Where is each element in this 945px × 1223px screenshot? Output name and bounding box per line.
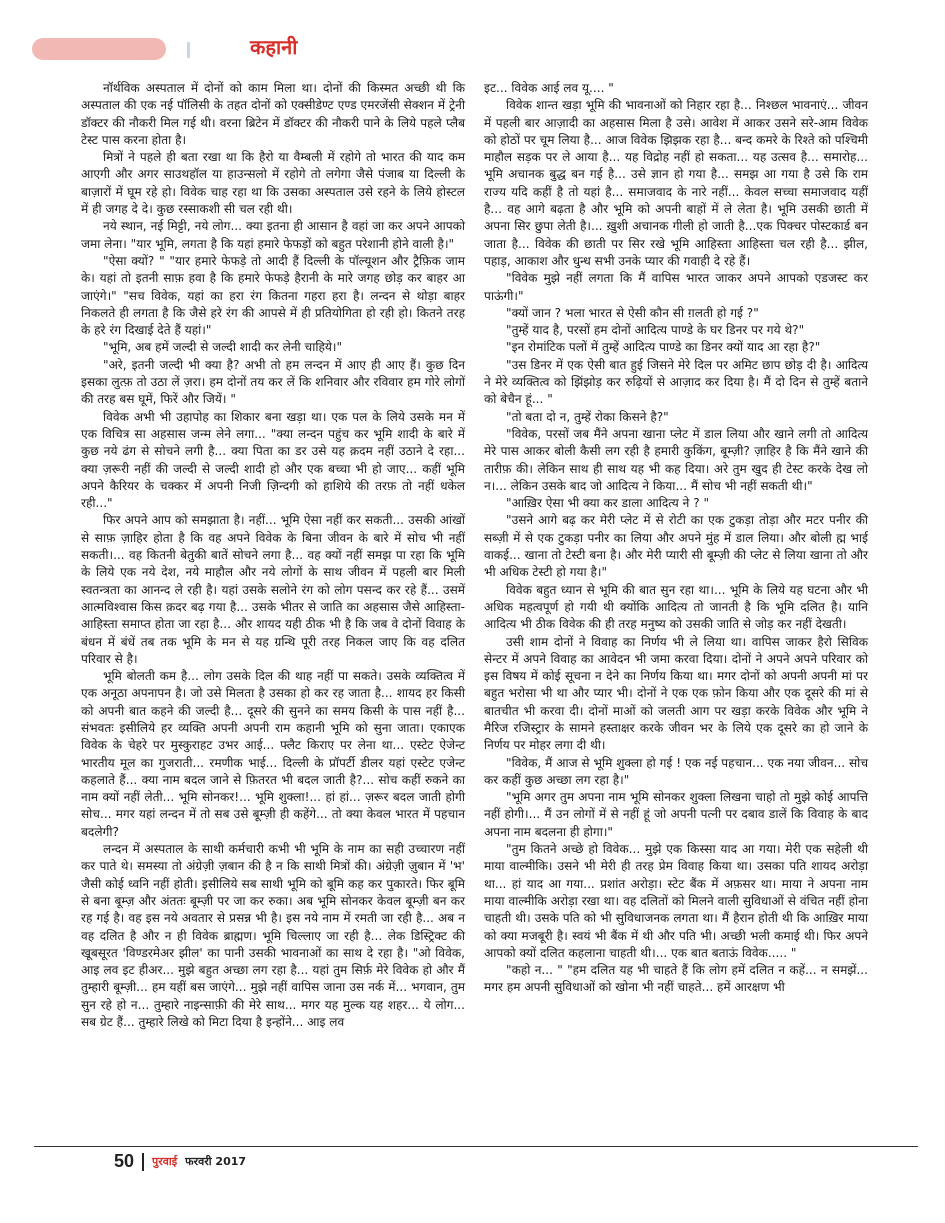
- story-paragraph: उसी शाम दोनों ने विवाह का निर्णय भी ले लिया था। वापिस जाकर हैरो सिविक सेन्टर में अपने विवाह का आवेदन भी जमा करवा दिया। दोनों ने अपने अपने परिवार को इस विषय में कोई सूचना न देने का निर्णय किया था। मगर दोनों को अपनी अपनी मां पर बहुत भरोसा भी था और प्यार भी। दोनों ने एक एक फ़ोन किया और एक दूसरे की मां से बातचीत भी करवा दी। दोनों माओं को जलती आग पर खड़ा करके विवेक और भूमि ने मैरिज रजिस्ट्रार के सामने हस्ताक्षर करके जीवन भर के लिये एक दूसरे का हो जाने के निर्णय पर मोहर लगा दी थी।: [484, 634, 868, 753]
- issue-date: फरवरी 2017: [185, 1155, 247, 1168]
- section-title: कहानी: [250, 35, 298, 59]
- magazine-logo: पुरवाई: [152, 1155, 178, 1168]
- story-paragraph: "विवेक मुझे नहीं लगता कि मैं वापिस भारत जाकर अपने आपको एडजस्ट कर पाऊंगी।": [484, 271, 868, 303]
- story-paragraph: भूमि बोलती कम है... लोग उसके दिल की थाह नहीं पा सकते। उसके व्यक्तित्व में एक अनूठा अपनापन है। जो उसे मिलता है उसका हो कर रह जाता है... शायद हर किसी को अपनी बात कहने की जल्दी है... दूसरे की सुनने का समय किसी के पास नहीं है... संभवतः इसीलिये हर व्यक्ति अपनी अपनी राम कहानी भूमि को सुना जाता। एकाएक विवेक के चेहरे पर मुस्कुराहट उभर आई... फ्लैट किराए पर लेना था... एस्टेट ऐजेन्ट भारतीय मूल का गुजराती... रमणीक भाई... दिल्ली के प्रॉपर्टी डीलर यहां एस्टेट एजेन्ट कहलाते हैं... क्या नाम बदल जाने से फ़ितरत भी बदल जाती है?... सोच कहीं रुकने का नाम क्यों नहीं लेती... भूमि सोनकर!... भूमि शुक्ला!... हां हां... ज़रूर बदल जाती होगी सोच... मगर यहां लन्दन में तो सब उसे बूम्ज़ी ही कहेंगे... तो क्या केवल भारत में पहचान बदलेगी?: [81, 669, 465, 839]
- story-paragraph: "तुम कितने अच्छे हो विवेक... मुझे एक किस्सा याद आ गया। मेरी एक सहेली थी माया वाल्मीकि। उसने भी मेरी ही तरह प्रेम विवाह किया था। उसका पति शायद अरोड़ा था... हां याद आ गया... प्रशांत अरोड़ा। स्टेट बैंक में अफ़सर था। माया ने अपना नाम माया वाल्मीकि अरोड़ा रखा था। वह दलितों को मिलने वाली सुविधाओं से वंचित नहीं होना चाहती थी। उसके पति को भी सुविधाजनक लगता था। मैं हैरान होती थी कि आख़िर माया को क्या मजबूरी है। स्वयं भी बैंक में थी और पति भी। अच्छी भली कमाई थी। फिर अपने आपको क्यों दलित कहलाना चाहती थी।... एक बात बताऊं विवेक..... ": [484, 842, 868, 960]
- story-paragraph: "भूमि, अब हमें जल्दी से जल्दी शादी कर लेनी चाहिये।": [103, 340, 343, 355]
- story-paragraph: "विवेक, परसों जब मैंने अपना खाना प्लेट में डाल लिया और खाने लगी तो आदित्य मेरे पास आकर बोली कैसी लग रही है हमारी कुकिंग, बूम्ज़ी? ज़ाहिर है कि मैंने खाने की तारीफ़ की। लेकिन साथ ही साथ यह भी कह दिया। अरे तुम खुद ही टेस्ट करके देख लो न।... लेकिन उसके बाद जो आदित्य ने किया... मैं सोच भी नहीं सकती थी।": [484, 426, 868, 493]
- story-paragraph: विवेक शान्त खड़ा भूमि की भावनाओं को निहार रहा है... निश्छल भावनाएं... जीवन में पहली बार आज़ादी का अहसास मिला है उसे। आवेश में आकर उसने सरे-आम विवेक को होठों पर चूम लिया है... आज विवेक झिझक रहा है... बन्द कमरे के रिश्ते को पश्चिमी माहौल सड़क पर ले आया है... यह विद्रोह नहीं हो सकता... यह उत्सव है... समारोह... भूमि अचानक बुद्ध बन गई है... उसे ज्ञान हो गया है... समझ आ गया है उसे कि राम राज्य यदि कहीं है तो यहां है... समाजवाद के नारे नहीं... केवल सच्चा समाजवाद यहीं है... वह आगे बढ़ता है और भूमि को अपनी बाहों में ले लेता है। भूमि उसकी छाती में अपना सिर छुपा लेती है।... ख़ुशी अचानक गीली हो जाती है...एक पिक्चर पोस्टकार्ड बन जाता है... विवेक की छाती पर सिर रखे भूमि आहिस्ता आहिस्ता चल रही है... झील, पहाड़, आकाश और धुन्ध सभी उनके प्यार की गवाही दे रहे हैं।: [484, 98, 868, 268]
- story-paragraph: मित्रों ने पहले ही बता रखा था कि हैरो या वैम्बली में रहोगे तो भारत की याद कम आएगी और अगर साउथहॉल या हाउन्सलो में रहोगे तो लगेगा जैसे पंजाब या दिल्ली के बाज़ारों में घूम रहे हो। विवेक चाह रहा था कि उसका अस्पताल उसे रहने के लिये होस्टल में ही जगह दे दे। कुछ रस्साकशी सी चल रही थी।: [81, 150, 465, 217]
- story-paragraph: विवेक अभी भी उहापोह का शिकार बना खड़ा था। एक पल के लिये उसके मन में एक विचित्र सा अहसास जन्म लेने लगा... "क्या लन्दन पहुंच कर भूमि शादी के बारे में कुछ नये ढंग से सोचने लगी है... क्या पिता का डर उसे यह क़दम नहीं उठाने दे रहा... क्या ज़रूरी नहीं की जल्दी से जल्दी शादी हो और एक बच्चा भी हो जाए... कहीं भूमि अपने कैरियर के चक्कर में अपनी निजी ज़िन्दगी को हाशिये की तरफ़ तो नहीं धकेल रही...": [81, 409, 465, 511]
- story-paragraph: इट... विवेक आई लव यू.... ": [484, 81, 614, 95]
- story-paragraph: लन्दन में अस्पताल के साथी कर्मचारी कभी भी भूमि के नाम का सही उच्चारण नहीं कर पाते थे। समस्या तो अंग्रेज़ी ज़बान की है न कि साथी मित्रों की। अंग्रेज़ी ज़ुबान में 'भ' जैसी कोई ध्वनि नहीं होती। इसीलिये सब साथी भूमि को बूमि कह कर पुकारते। फिर बूमि से बना बूम्ज़ और अंततः बूम्ज़ी पर जा कर रुका। अब भूमि सोनकर केवल बूम्ज़ी बन कर रह गई है। वह इस नये अवतार से प्रसन्न भी है। इस नये नाम में रमती जा रही है... अब न वह दलित है और न ही विवेक ब्राह्मण। भूमि चिल्लाए जा रही है... लेक डिस्ट्रिक्ट की खूबसूरत 'विण्डरमेअर झील' का पानी उसकी भावनाओं का साथ दे रहा है। "ओ विवेक, आइ लव इट हीअर... मुझे बहुत अच्छा लग रहा है... यहां तुम सिर्फ़ मेरे विवेक हो और मैं तुम्हारी बूम्ज़ी... हम यहीं बस जाएंगे... मुझे नहीं वापिस जाना उस नर्क में... भगवान, तुम सुन रहे हो न... तुम्हारे नाइन्साफ़ी की मेरे साथ... मगर यह मुल्क यह शहर... ये लोग... सब ग्रेट हैं... तुम्हारे लिखे को मिटा दिया है इन्होंने... आइ लव: [81, 842, 465, 1030]
- page-footer: [114, 1151, 246, 1172]
- page-number: 50: [114, 1151, 135, 1171]
- story-paragraph: "उस डिनर में एक ऐसी बात हुई जिसने मेरे दिल पर अमिट छाप छोड़ दी है। आदित्य ने मेरे व्यक्तित्व को झिंझोड़ कर रुढ़ियों से आज़ाद कर दिया है। मैं दो दिन से तुम्हें बताने को बेचैन हूं... ": [484, 357, 868, 407]
- section-tag-divider: [187, 42, 190, 58]
- story-paragraph: "आख़िर ऐसा भी क्या कर डाला आदित्य ने ? ": [506, 496, 710, 511]
- story-paragraph: "उसने आगे बढ़ कर मेरी प्लेट में से रोटी का एक टुकड़ा तोड़ा और मटर पनीर की सब्ज़ी में से एक टुकड़ा पनीर का लिया और अपने मुंह में डाल लिया। और बोली ह्म भाई वाकई... खाना तो टेस्टी बना है। और मेरी प्यारी सी बूम्ज़ी की प्लेट से लिया खाना तो और भी अधिक टेस्टी हो गया है।": [484, 513, 868, 580]
- footer-separator: [142, 1153, 144, 1171]
- story-paragraph: फिर अपने आप को समझाता है। नहीं... भूमि ऐसा नहीं कर सकती... उसकी आंखों से साफ़ ज़ाहिर होता है कि वह अपने विवेक के बिना जीवन के बारे में सोच भी नहीं सकती।... वह कितनी बेतुकी बातें सोचने लगा है... वह क्यों नहीं समझ पा रहा कि भूमि के लिये एक नये देश, नये माहौल और नये लोगों के साथ जीवन में पहली बार मिली स्वतन्त्रता का आनन्द ले रही है। यहां उसके सलोने रंग को लोग पसन्द कर रहे हैं... उसमें आत्मविश्वास किस क़दर बढ़ गया है... उसके भीतर से जाति का अहसास जैसे आहिस्ता-आहिस्ता समाप्त होता जा रहा है... और शायद यही ठीक भी है कि जब वे दोनों विवाह के बंधन में बंधें तब तक भूमि के मन से यह ग्रन्थि पूरी तरह निकल जाए कि वह दलित परिवार से है।: [81, 513, 465, 666]
- story-paragraph: विवेक बहुत ध्यान से भूमि की बात सुन रहा था।... भूमि के लिये यह घटना और भी अधिक महत्वपूर्ण हो गयी थी क्योंकि आदित्य तो जानती है कि भूमि दलित है। यानि आदित्य भी ठीक विवेक की ही तरह मनुष्य को उसकी जाति से जोड़ कर नहीं देखती।: [484, 582, 868, 632]
- story-paragraph: "तुम्हें याद है, परसों हम दोनों आदित्य पाण्डे के घर डिनर पर गये थे?": [506, 323, 805, 338]
- story-paragraph: "क्यों जान ? भला भारत से ऐसी कौन सी ग़लती हो गई ?": [506, 305, 759, 320]
- footer-rule: [34, 1146, 918, 1147]
- story-paragraph: "विवेक, मैं आज से भूमि शुक्ला हो गई ! एक नई पहचान... एक नया जीवन... सोच कर कहीं कुछ अच्छा लग रहा है।": [484, 755, 868, 787]
- section-tag-pill: [32, 38, 166, 60]
- story-paragraph: "इन रोमांटिक पलों में तुम्हें आदित्य पाण्डे का डिनर क्यों याद आ रहा है?": [506, 340, 821, 355]
- story-paragraph: नॉर्थविक अस्पताल में दोनों को काम मिला था। दोनों की किस्मत अच्छी थी कि अस्पताल की एक नई पॉलिसी के तहत दोनों को एक्सीडेण्ट एण्ड एमरजेंसी सेक्शन में ट्रेनी डॉक्टर की नौकरी मिल गई थी। वरना ब्रिटेन में डॉक्टर की नौकरी पाने के लिये पहले प्लैब टेस्ट पास करना होता है।: [81, 81, 465, 147]
- story-column-right: [484, 80, 868, 997]
- story-paragraph: "तो बता दो न, तुम्हें रोका किसने है?": [506, 409, 669, 424]
- story-paragraph: "भूमि अगर तुम अपना नाम भूमि सोनकर शुक्ला लिखना चाहो तो मुझे कोई आपत्ति नहीं होगी।... मैं उन लोगों में से नहीं हूं जो अपनी पत्नी पर दबाव डालें कि विवाह के बाद अपना नाम बदलना ही होगा।": [484, 790, 868, 839]
- story-paragraph: "ऐसा क्यों? " "यार हमारे फेफड़े तो आदी हैं दिल्ली के पॉल्यूशन और ट्रैफ़िक जाम के। यहां तो इतनी साफ़ हवा है कि हमारे फेफड़े हैरानी के मारे जगह छोड़ कर बाहर आ जाएंगे।" "सच विवेक, यहां का हरा रंग कितना गहरा हरा है। लन्दन से थोड़ा बाहर निकलते ही लगता है कि जैसे हरे रंग की आपसे में ही प्रतियोगिता हो रही हो। कितने तरह के हरे रंग दिखाई देते हैं यहां।": [81, 253, 465, 338]
- story-column-left: [81, 80, 465, 1031]
- story-paragraph: "कहो न... " "हम दलित यह भी चाहते हैं कि लोग हमें दलित न कहें... न समझें... मगर हम अपनी सुविधाओं को खोना भी नहीं चाहते... हमें आरक्षण भी: [484, 963, 868, 995]
- story-paragraph: नये स्थान, नई मिट्टी, नये लोग... क्या इतना ही आसान है वहां जा कर अपने आपको जमा लेना। "यार भूमि, लगता है कि यहां हमारे फेफड़ों को बहुत परेशानी होने वाली है।": [81, 219, 465, 251]
- story-paragraph: "अरे, इतनी जल्दी भी क्या है? अभी तो हम लन्दन में आए ही आए हैं। कुछ दिन इसका लुत्फ़ तो उठा लें ज़रा। हम दोनों तय कर लें कि शनिवार और रविवार हम गोरे लोगों की तरह बस घूमें, फिरें और जियें। ": [81, 357, 465, 407]
